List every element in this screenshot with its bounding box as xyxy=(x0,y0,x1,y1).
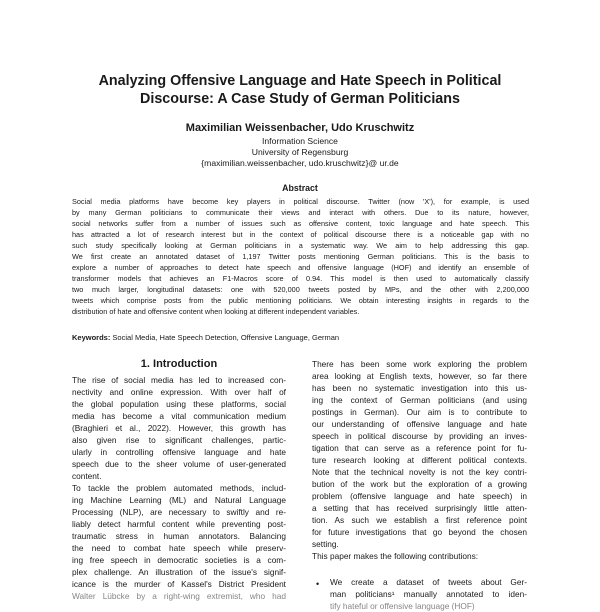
body-line: also given rise to significant challenges, partic- xyxy=(72,435,286,445)
keywords-label: Keywords: xyxy=(72,333,111,342)
abstract-heading: Abstract xyxy=(282,183,318,193)
abstract-line: distribution of hate and offensive content when looking at different independent variables. xyxy=(72,307,360,316)
body-line: speech in political discourse by providing an inves- xyxy=(312,431,527,441)
author-names: Maximilian Weissenbacher, Udo Kruschwitz xyxy=(185,122,415,134)
abstract-line: has attracted a lot of research interest but in the context of political discourse there is a noticeable gap with no xyxy=(72,230,529,239)
body-line: (Braghieri et al., 2022). However, this growth has xyxy=(72,423,286,433)
body-line: nectivity and online expression. With over half of xyxy=(72,387,286,397)
body-line: There has been some work exploring the problem xyxy=(312,359,527,369)
body-line: the global population using these platforms, social xyxy=(72,399,286,409)
abstract-line: We first create an annotated dataset of 1,197 Twitter posts mentioning German politicians. This is the basis to xyxy=(72,252,529,261)
body-line: postings in German). Our aim is to contribute to xyxy=(312,407,527,417)
body-line: traumatic stress in human annotators. Balancing xyxy=(72,531,286,541)
keywords-text: Social Media, Hate Speech Detection, Offensive Language, German xyxy=(110,333,340,342)
body-line: This paper makes the following contributions: xyxy=(312,551,479,561)
abstract-line: tweets which comprise posts from the public mentioning politicians. We obtain interesting insights in regards to the xyxy=(72,296,529,305)
body-line: icance is the murder of Kassel's District President xyxy=(72,579,286,589)
body-line: area looking at English texts, however, so far there xyxy=(312,371,527,381)
bullet-icon: • xyxy=(316,579,320,589)
body-line: our understanding of offensive language and hate xyxy=(312,419,527,429)
abstract-line: by many German politicians to communicate their views and interact with others. Due to its nature, however, xyxy=(72,208,529,217)
affiliation-emails: {maximilian.weissenbacher, udo.kruschwitz}@ ur.de xyxy=(201,158,399,168)
body-line: tion. As such we establish a first reference point xyxy=(312,515,527,525)
abstract-line: explore a number of approaches to detect hate speech and offensive language (HOF) and identify an ensemble of xyxy=(72,263,529,272)
paper-title xyxy=(60,72,540,108)
title-line-1: Analyzing Offensive Language and Hate Speech in Political xyxy=(98,73,502,89)
body-line: ularly in controlling offensive language and hate xyxy=(72,447,286,457)
body-line: setting. xyxy=(312,539,339,549)
abstract-line: social networks suffer from a number of issues such as offensive content, toxic language and hate speech. This xyxy=(72,219,529,228)
body-line: To tackle the problem automated methods, includ- xyxy=(72,483,286,493)
body-line: ing Machine Learning (ML) and Natural Language xyxy=(72,495,286,505)
abstract-line: such study specifically looking at German politicians in a systematic way. We aim to help addressing this gap. xyxy=(72,241,529,250)
title-line-2: Discourse: A Case Study of German Politicians xyxy=(140,91,460,107)
affiliation-department: Information Science xyxy=(262,136,338,146)
body-line: for future investigations that go beyond the chosen xyxy=(312,527,527,537)
body-line: plex challenge. An illustration of the issue's signif- xyxy=(72,567,286,577)
body-line: ture research looking at different political contexts. xyxy=(312,455,527,465)
affiliation-university: University of Regensburg xyxy=(251,147,349,157)
body-line: the need to combat hate speech while preserv- xyxy=(72,543,286,553)
abstract-line: Social media platforms have become key players in political discourse. Twitter (now 'X'), for example, is used xyxy=(72,197,529,206)
body-line: Walter Lübcke by a right-wing extremist, who had xyxy=(72,591,286,601)
bullet-line: tify hateful or offensive language (HOF) xyxy=(330,601,475,611)
body-line: has been no systematic investigation into this us- xyxy=(312,383,527,393)
body-line: speech due to the sheer volume of user-generated xyxy=(72,459,286,469)
body-line: ing free speech in democratic societies is a com- xyxy=(72,555,286,565)
keywords xyxy=(72,332,532,343)
body-line: bution of the work but the exploration of a growing xyxy=(312,479,527,489)
abstract-line: two much larger, longitudinal datasets: one with 520,000 tweets posted by MPs, and the other with 2,200,000 xyxy=(72,285,529,294)
body-line: tigation that can serve as a reference point for fu- xyxy=(312,443,527,453)
body-line: ing the context of German politicians (and using xyxy=(312,395,527,405)
body-line: Processing (NLP), are necessary to swiftly and re- xyxy=(72,507,286,517)
body-line: liably detect harmful content while preventing post- xyxy=(72,519,286,529)
abstract-line: transformer models that achieves an F1-Macros score of 0.94. This model is then used to automatically classify xyxy=(72,274,529,283)
body-line: Note that the technical novelty is not the key contri- xyxy=(312,467,527,477)
body-line: problem (offensive language and hate speech) in xyxy=(312,491,527,501)
body-line: media has become a vital communication medium xyxy=(72,411,286,421)
bullet-line: We create a dataset of tweets about Ger- xyxy=(330,577,527,587)
bullet-line: man politicians¹ manually annotated to iden- xyxy=(330,589,527,599)
body-line: The rise of social media has led to increased con- xyxy=(72,375,286,385)
body-line: a setting that has received surprisingly little atten- xyxy=(312,503,527,513)
section-heading-introduction: 1. Introduction xyxy=(140,358,218,370)
body-line: content. xyxy=(72,471,102,481)
